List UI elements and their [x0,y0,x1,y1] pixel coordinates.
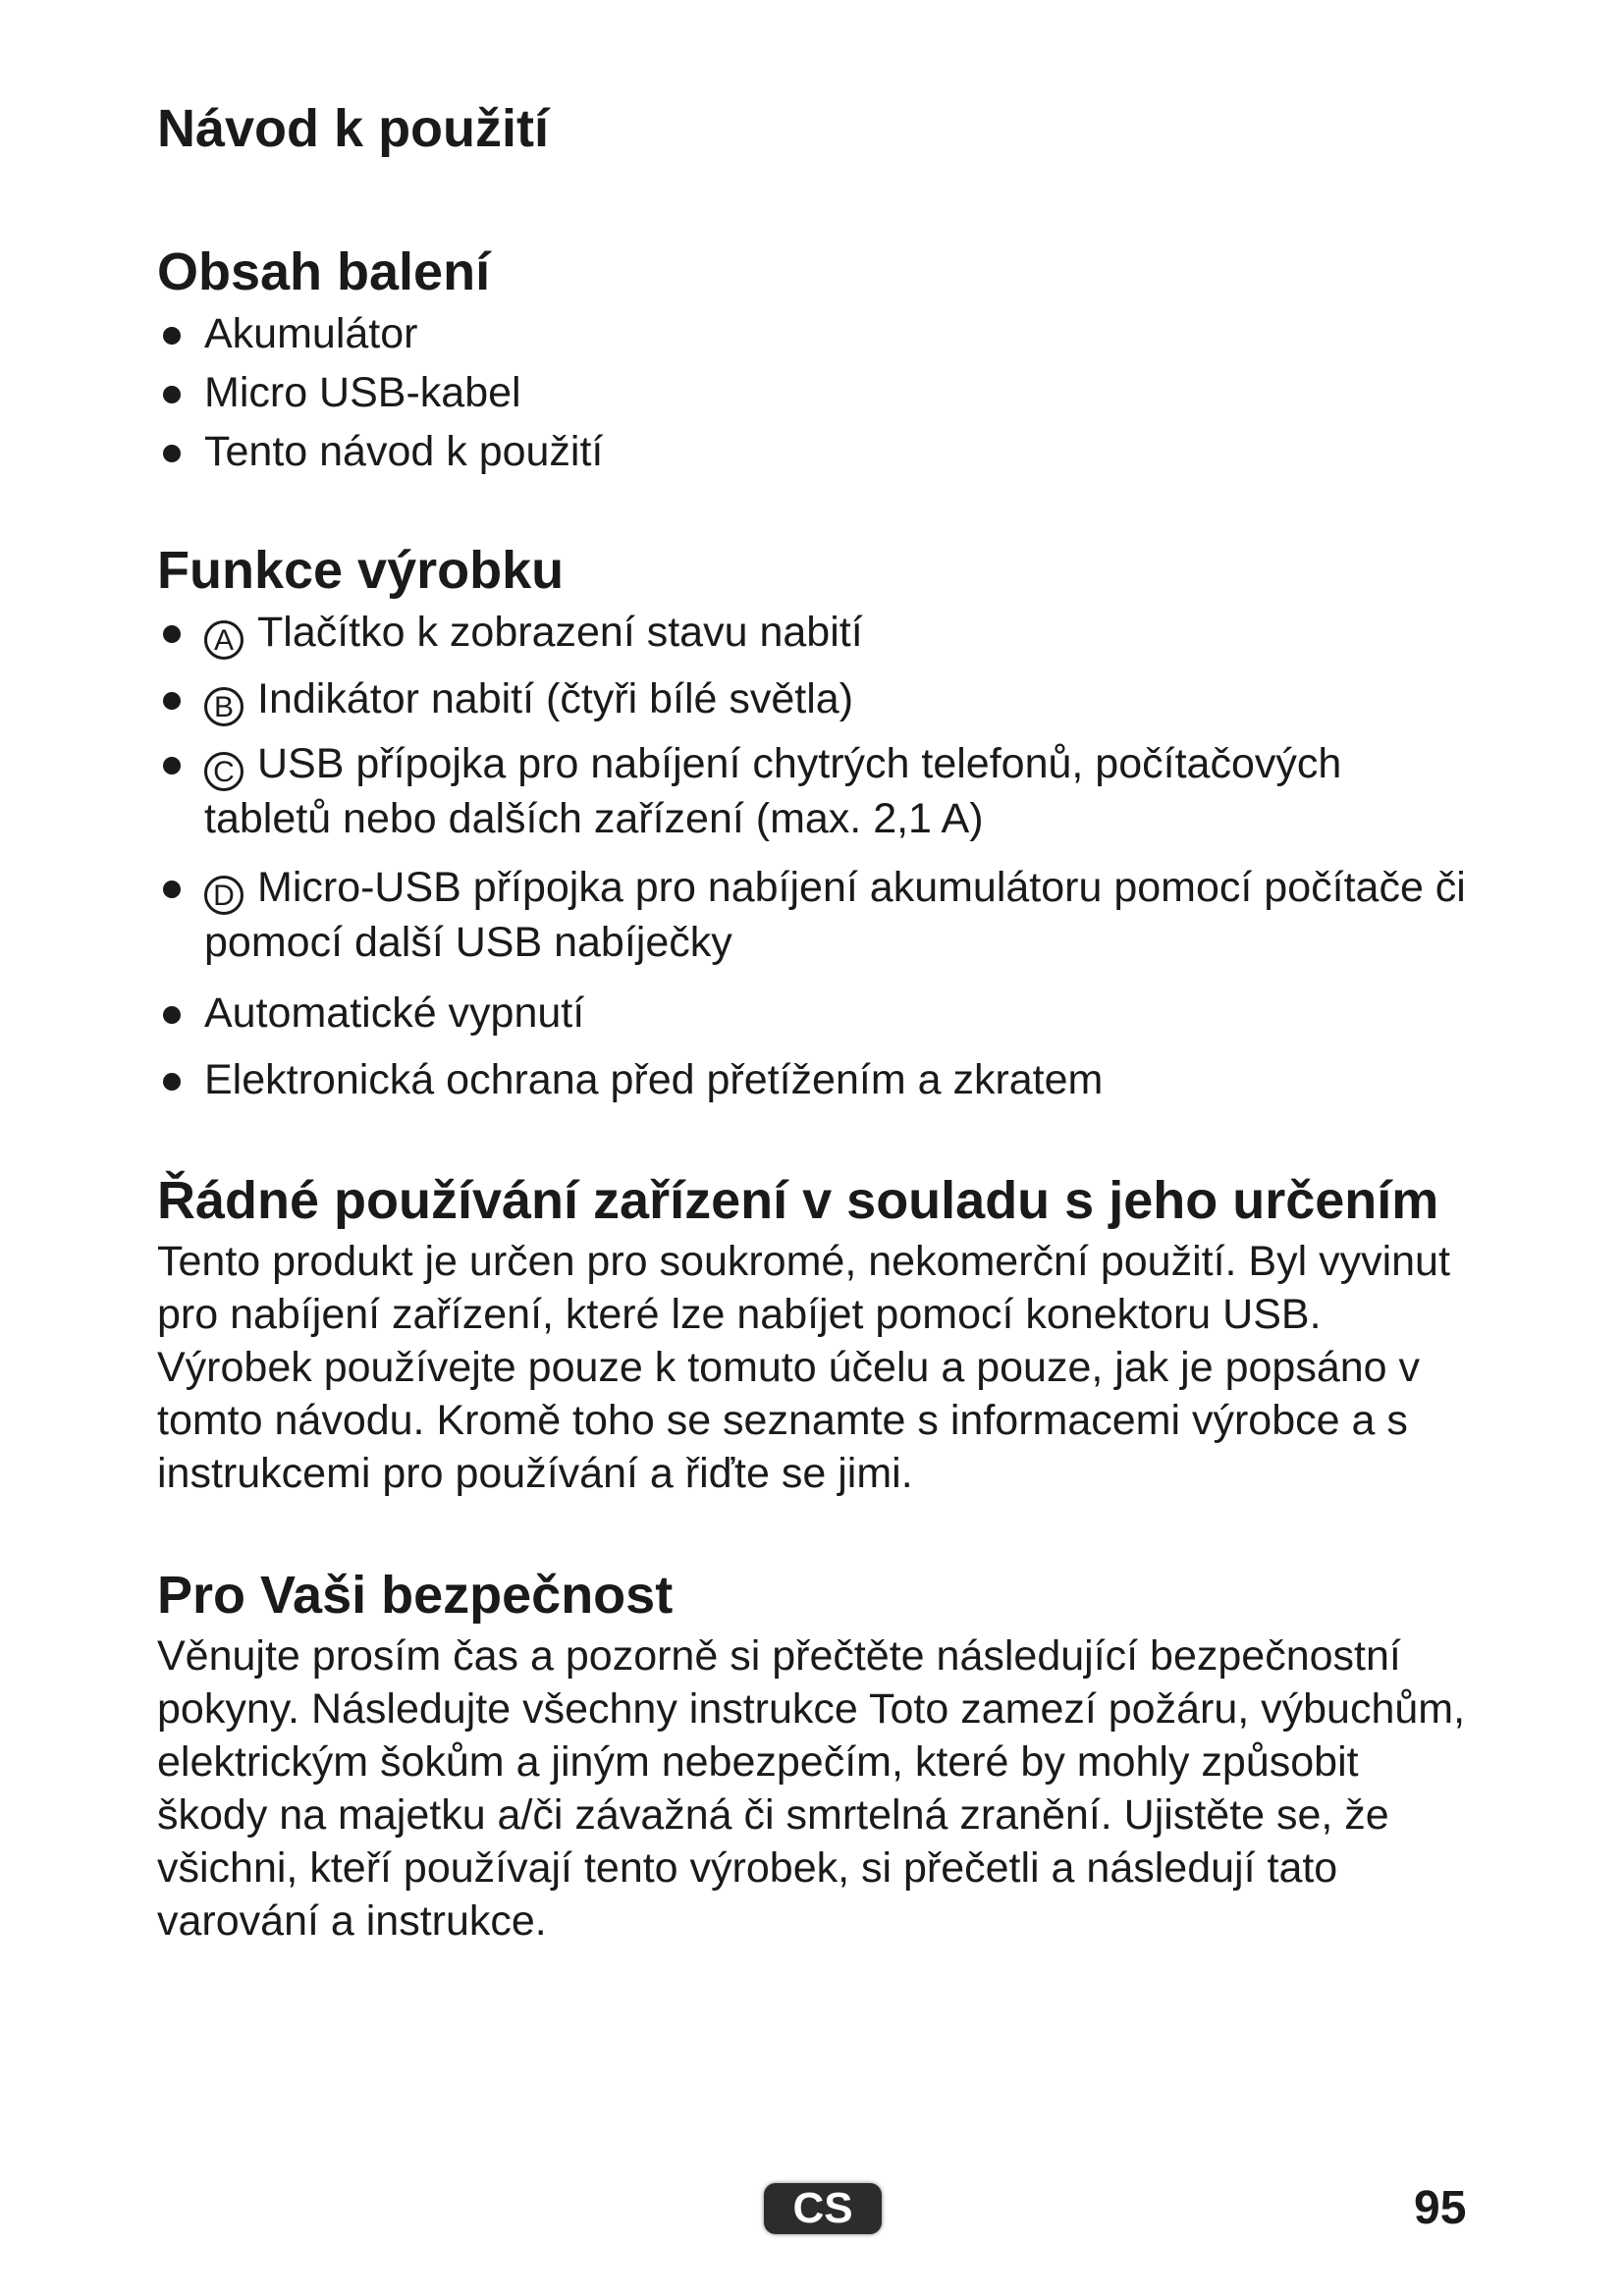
feature-item-a [157,603,1473,662]
list-item: Micro USB-kabel [157,363,1473,422]
feature-item-auto-off [157,984,1473,1042]
circled-letter-b-icon: B [204,687,244,726]
section-heading-safety: Pro Vaši bezpečnost [157,1566,674,1625]
page-number: 95 [1414,2182,1467,2234]
intended-use-paragraph: Tento produkt je určen pro soukromé, nekomerční použití. Byl vyvinut pro nabíjení zařízení, které lze nabíjet pomocí konektoru USB. Výrobek používejte pouze k tomuto účelu a pouze, jak je popsáno v tomto návodu. Kromě toho se seznamte s informacemi výrobce a s instrukcemi pro používání a řiďte se jimi. [157,1238,1450,1497]
package-contents-list [157,304,1473,481]
section-safety [157,1565,1473,1948]
section-product-features [157,540,1473,1109]
section-package-contents [157,241,1473,481]
circled-letter-c-icon: C [204,752,244,791]
feature-text: USB přípojka pro nabíjení chytrých telefonů, počítačových tabletů nebo dalších zařízení (max. 2,1 A) [204,740,1342,842]
page-title: Návod k použití [157,99,550,158]
language-badge: CS [764,2183,882,2234]
list-item: Akumulátor [157,304,1473,363]
safety-paragraph: Věnujte prosím čas a pozorně si přečtěte následující bezpečnostní pokyny. Následujte všechny instrukce Toto zamezí požáru, výbuchům, elektrickým šokům a jiným nebezpečím, které by mohly způsobit škody na majetku a/či závažná či smrtelná zranění. Ujistěte se, že všichni, kteří používají tento výrobek, si přečetli a následují tato varování a instrukce. [157,1632,1466,1945]
feature-item-b [157,669,1473,728]
section-heading-package-contents: Obsah balení [157,242,491,301]
feature-text: Elektronická ochrana před přetížením a zkratem [204,1056,1104,1103]
feature-text: Automatické vypnutí [204,989,585,1037]
circled-letter-d-icon: D [204,876,244,915]
feature-text: Indikátor nabití (čtyři bílé světla) [257,675,854,722]
feature-text: Tlačítko k zobrazení stavu nabití [257,609,863,656]
feature-text: Micro-USB přípojka pro nabíjení akumulátoru pomocí počítače či pomocí další USB nabíječky [204,864,1466,966]
feature-item-protection [157,1050,1473,1109]
page-content [157,94,1473,1948]
circled-letter-a-icon: A [204,620,244,660]
list-item: Tento návod k použití [157,422,1473,481]
feature-item-c [157,736,1473,846]
section-intended-use [157,1170,1473,1500]
product-features-list [157,603,1473,1109]
section-heading-intended-use: Řádné používání zařízení v souladu s jeho určením [157,1171,1439,1230]
section-heading-product-features: Funkce výrobku [157,541,565,600]
feature-item-d [157,860,1473,970]
